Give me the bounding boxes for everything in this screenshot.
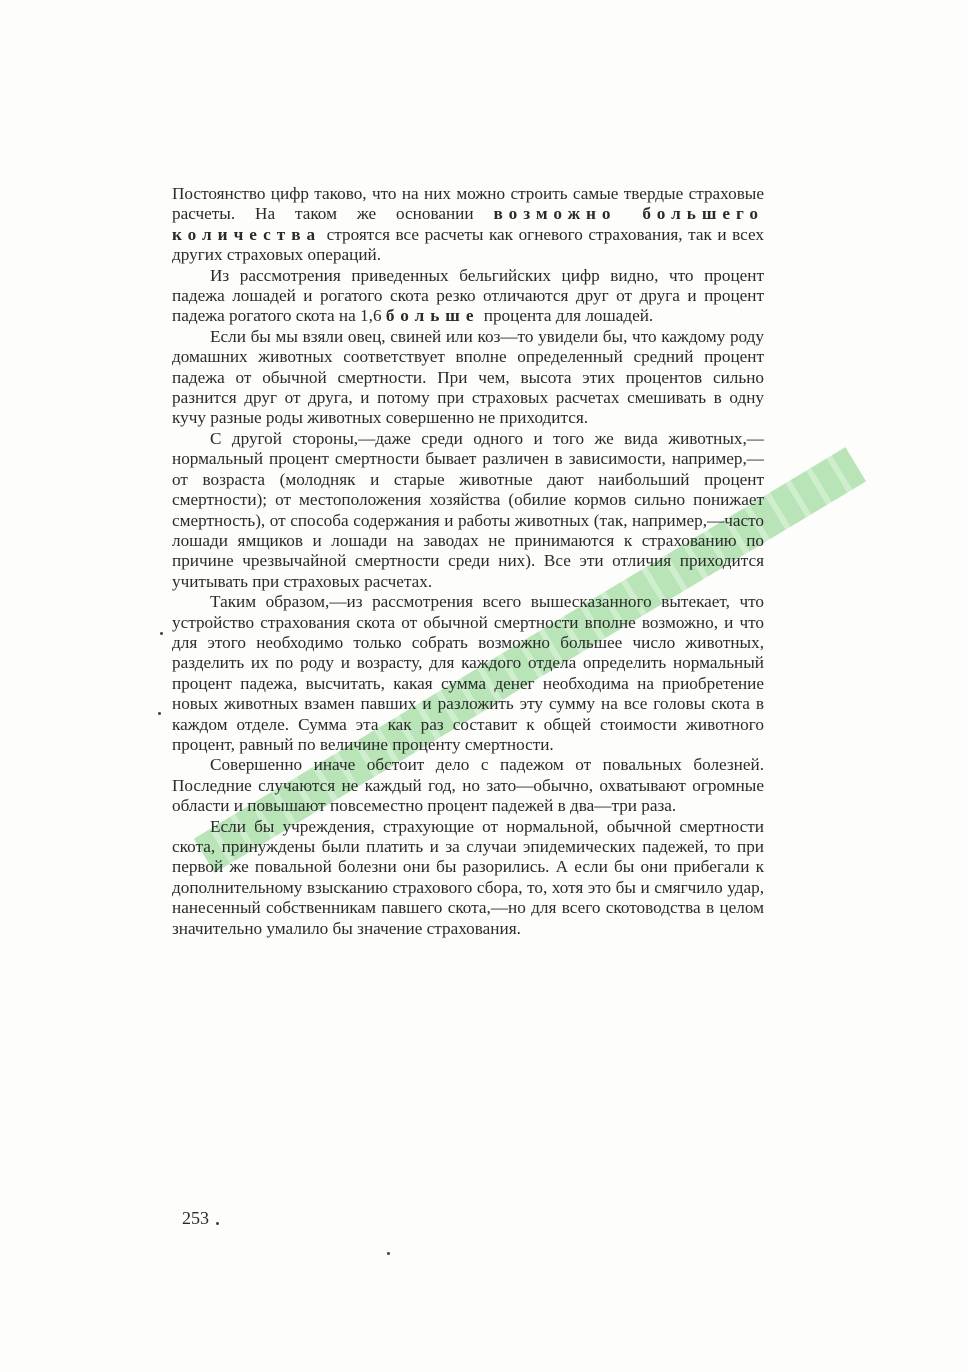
paragraph-6: Совершенно иначе обстоит дело с падежом от повальных болезней. Последние случаются не каждый год, но зато—обычно, охватывают огромные области и повышают повсеместно процент падежей в два—три раза.	[172, 755, 764, 816]
paragraph-2: Из рассмотрения приведенных бельгийских цифр видно, что процент падежа лошадей и рогатого скота резко отличаются друг от друга и процент падежа рогатого скота на 1,6 больше процента для лошадей.	[172, 265, 764, 326]
emphasis-text: возможно большего количества	[172, 204, 765, 244]
paragraph-4: С другой стороны,—даже среди одного и того же вида животных,—нормальный процент смертности бывает различен в зависимости, например,—от возраста (молодняк и старые животные дают наибольший процент смертности); от местоположения хозяйства (обилие кормов сильно понижает смертность), от способа содержания и работы животных (так, например,—часто лошади ямщиков и лошади на заводах не принимаются к страхованию по причине чрезвычайной смертности среди них). Все эти отличия приходится учитывать при страховых расчетах.	[172, 428, 764, 591]
page-number: 253	[182, 1208, 209, 1228]
body-text	[172, 184, 764, 939]
paragraph-3: Если бы мы взяли овец, свиней или коз—то увидели бы, что каждому роду домашних животных соответствует вполне определенный средний процент падежа от обычной смертности. При чем, высота этих процентов сильно разнится друг от друга, и потому при страховых расчетах смешивать в одну кучу разные роды животных совершенно не приходится.	[172, 326, 764, 428]
paragraph-7: Если бы учреждения, страхующие от нормальной, обычной смертности скота, принуждены были платить и за случаи эпидемических падежей, то при первой же повальной болезни они бы разорились. А если бы они прибегали к дополнительному взысканию страхового сбора, то, хотя это бы и смягчило удар, нанесенный собственникам павшего скота,—но для всего скотоводства в целом значительно умалило бы значение страхования.	[172, 816, 764, 938]
paragraph-1: Постоянство цифр таково, что на них можно строить самые твердые страховые расчеты. На таком же основании возможно большего количества строятся все расчеты как огневого страхования, так и всех других страховых операций.	[172, 184, 765, 265]
paragraph-5: Таким образом,—из рассмотрения всего вышесказанного вытекает, что устройство страхования скота от обычной смертности вполне возможно, и что для этого необходимо только собрать возможно большее число животных, разделить их по роду и возрасту, для каждого отдела определить нормальный процент падежа, высчитать, какая сумма денег необходима на приобретение новых животных взамен павших и разложить эту сумму на все головы скота в каждом отделе. Сумма эта как раз составит к общей стоимости животного процент, равный по величине проценту смертности.	[172, 592, 764, 754]
emphasis-text: больше	[385, 306, 480, 326]
